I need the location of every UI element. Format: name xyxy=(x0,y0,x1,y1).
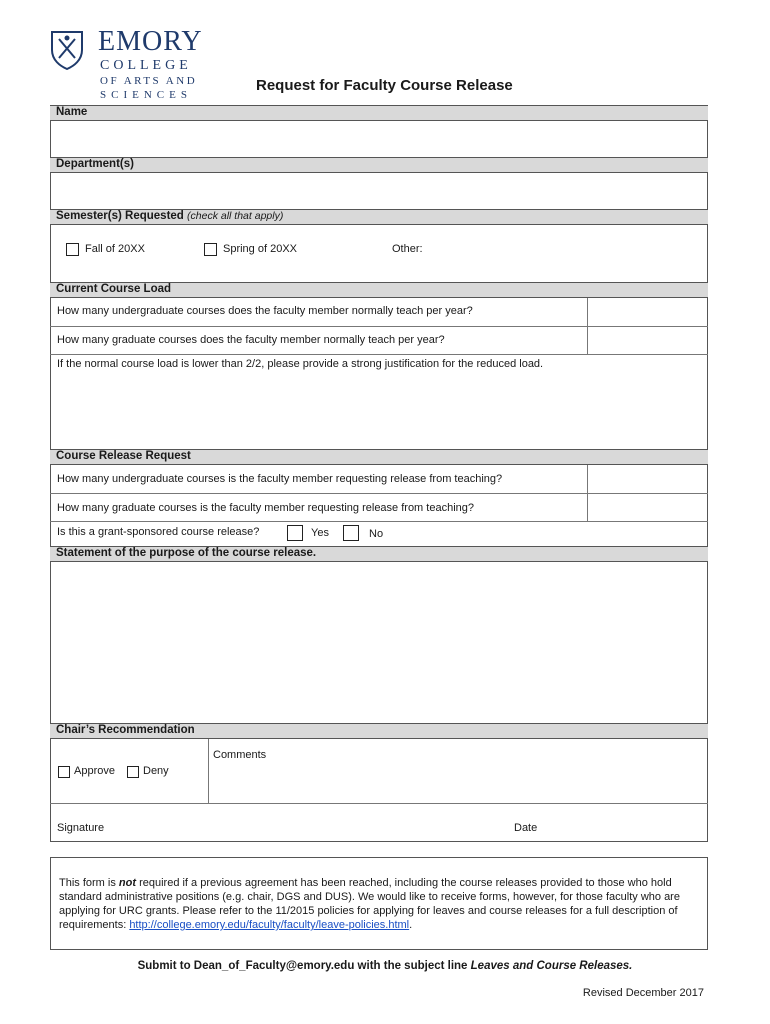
signature-field[interactable] xyxy=(110,808,500,840)
approve-checkbox[interactable] xyxy=(58,766,70,778)
grant-yes-checkbox[interactable] xyxy=(287,525,303,541)
justification-field[interactable] xyxy=(51,372,707,449)
semester-row xyxy=(50,225,708,282)
department-header: Department(s) xyxy=(50,157,708,173)
emory-shield-logo xyxy=(50,30,84,70)
department-field[interactable] xyxy=(50,173,708,209)
logo-college-text: COLLEGE xyxy=(100,58,192,73)
fall-checkbox[interactable] xyxy=(66,243,79,256)
comments-field[interactable] xyxy=(209,762,707,802)
revised-date: Revised December 2017 xyxy=(582,987,704,999)
release-request-header: Course Release Request xyxy=(50,449,708,465)
date-label: Date xyxy=(514,822,538,834)
course-load-header: Current Course Load xyxy=(50,282,708,298)
logo-sciences-text: SCIENCES xyxy=(100,89,192,101)
grant-yes-label: Yes xyxy=(311,527,329,539)
logo-emory-text: EMORY xyxy=(98,26,203,57)
grant-no-label: No xyxy=(369,528,384,540)
name-field[interactable] xyxy=(50,121,708,157)
justification-prompt: If the normal course load is lower than 2/2, please provide a strong justification for the reduced load. xyxy=(57,358,544,370)
name-header: Name xyxy=(50,105,708,121)
undergrad-load-question: How many undergraduate courses does the faculty member normally teach per year? xyxy=(57,305,473,317)
submit-instructions: Submit to Dean_of_Faculty@emory.edu with the subject line Leaves and Course Releases. xyxy=(137,960,633,972)
grad-release-question: How many graduate courses is the faculty member requesting release from teaching? xyxy=(57,502,474,514)
spring-checkbox[interactable] xyxy=(204,243,217,256)
other-label: Other: xyxy=(392,243,423,255)
grad-release-input[interactable] xyxy=(588,494,707,521)
date-field[interactable] xyxy=(542,808,706,840)
approve-label: Approve xyxy=(74,765,115,777)
deny-label: Deny xyxy=(143,765,169,777)
signature-label: Signature xyxy=(57,822,105,834)
comments-label: Comments xyxy=(213,749,267,761)
grad-load-input[interactable] xyxy=(588,327,707,354)
grad-load-question: How many graduate courses does the faculty member normally teach per year? xyxy=(57,334,445,346)
fall-label: Fall of 20XX xyxy=(85,243,145,255)
leave-policies-link[interactable]: http://college.emory.edu/faculty/faculty/leave-policies.html xyxy=(129,919,410,931)
semester-header: Semester(s) Requested (check all that apply) xyxy=(50,209,708,225)
grant-no-checkbox[interactable] xyxy=(343,525,359,541)
form-title: Request for Faculty Course Release xyxy=(256,77,513,94)
logo-arts-text: OF ARTS AND xyxy=(100,75,198,87)
info-note: This form is not required if a previous agreement has been reached, including the course releases provided to those who hold standard administrative positions (e.g. chair, DGS and DUS). We would like to receive forms, however, for those faculty who are applying for URC grants. Please refer to the 11/2015 policies for applying for leaves and course releases for a full description of requirements: http://college.emory.edu/faculty/faculty/leave-policies.html. xyxy=(50,857,708,950)
undergrad-release-input[interactable] xyxy=(588,466,707,493)
undergrad-release-question: How many undergraduate courses is the faculty member requesting release from teaching? xyxy=(57,473,503,485)
statement-header: Statement of the purpose of the course release. xyxy=(50,546,708,562)
chair-header: Chair’s Recommendation xyxy=(50,723,708,739)
deny-checkbox[interactable] xyxy=(127,766,139,778)
grant-question: Is this a grant-sponsored course release? xyxy=(57,526,260,538)
spring-label: Spring of 20XX xyxy=(223,243,297,255)
statement-field[interactable] xyxy=(50,562,708,723)
undergrad-load-input[interactable] xyxy=(588,299,707,326)
